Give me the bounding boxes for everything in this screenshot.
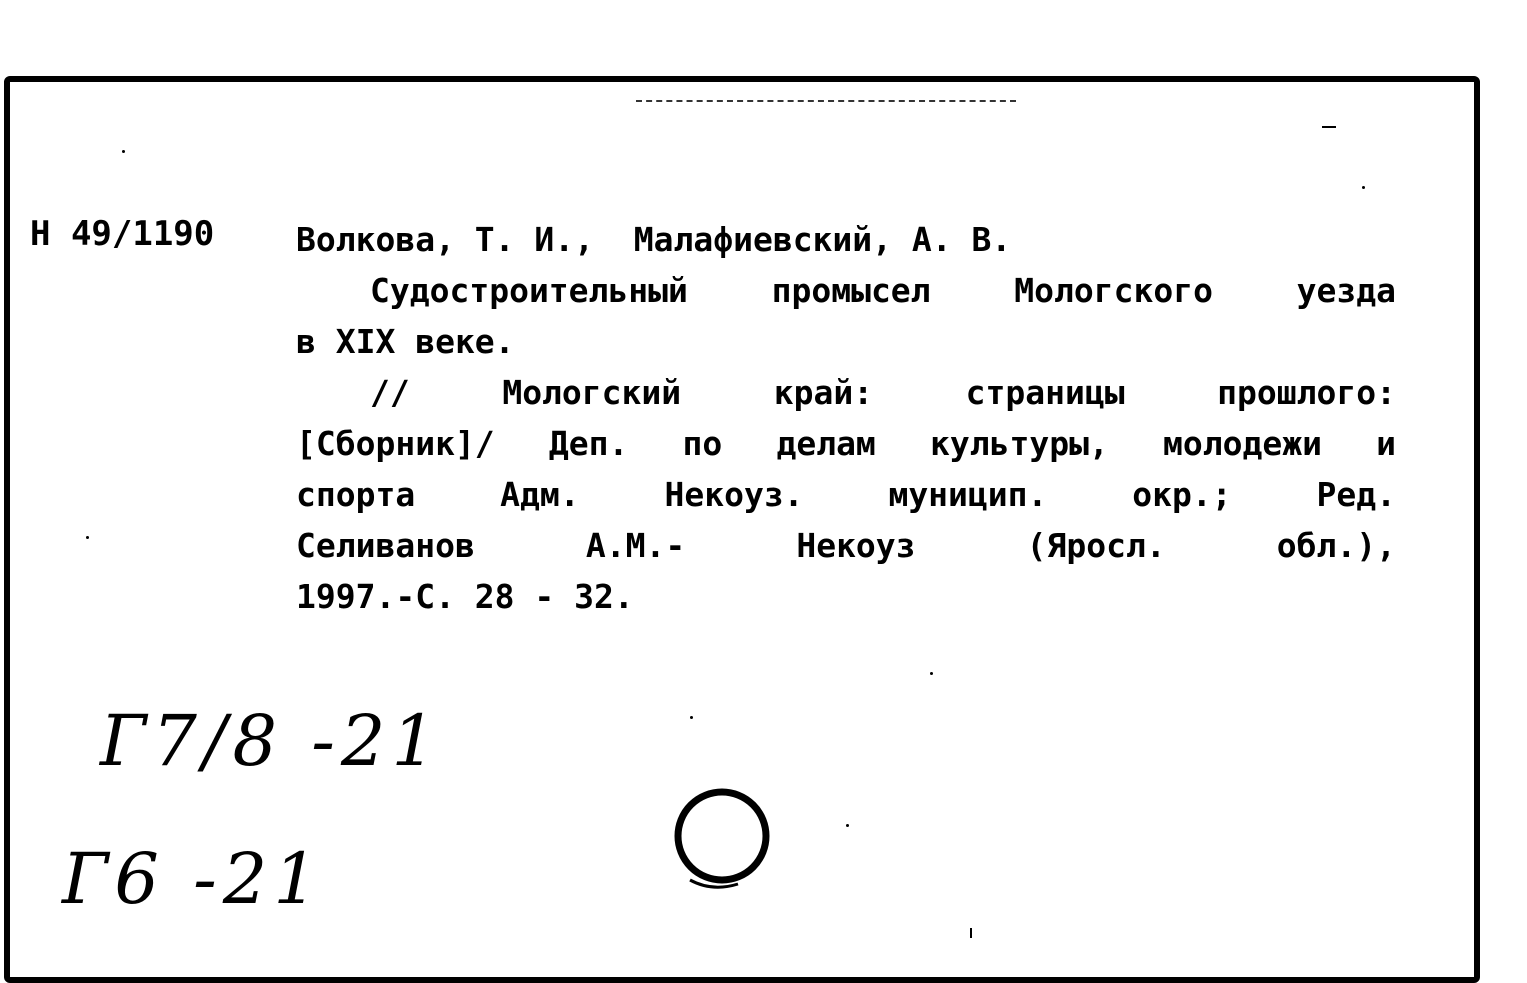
speck <box>122 150 125 153</box>
speck <box>970 928 972 938</box>
authors: Волкова, Т. И., Малафиевский, А. В. <box>296 220 1012 259</box>
speck <box>690 716 693 719</box>
bibliographic-entry <box>296 214 1396 622</box>
handwritten-note-2: Г6 -21 <box>62 838 324 920</box>
speck <box>1362 186 1365 189</box>
source-line-4: Селиванов А.М.- Некоуз (Яросл. обл.), <box>296 526 1396 565</box>
speck <box>1322 126 1336 128</box>
speck <box>930 672 933 675</box>
source-line-2: [Сборник]/ Деп. по делам культуры, молодежи и <box>296 424 1396 463</box>
title-line-1: Судостроительный промысел Мологского уезда <box>370 271 1396 310</box>
handwritten-note-1: Г7/8 -21 <box>100 700 442 782</box>
circle-stamp-icon <box>672 786 776 896</box>
source-line-5: 1997.-С. 28 - 32. <box>296 577 634 616</box>
source-line-3: спорта Адм. Некоуз. муницип. окр.; Ред. <box>296 475 1396 514</box>
call-number: Н 49/1190 <box>30 214 215 254</box>
speck <box>86 536 89 539</box>
top-dashed-line <box>636 100 1016 102</box>
source-line-1: // Мологский край: страницы прошлого: <box>370 373 1396 412</box>
title-line-2: в XIX веке. <box>296 322 515 361</box>
speck <box>846 824 849 827</box>
